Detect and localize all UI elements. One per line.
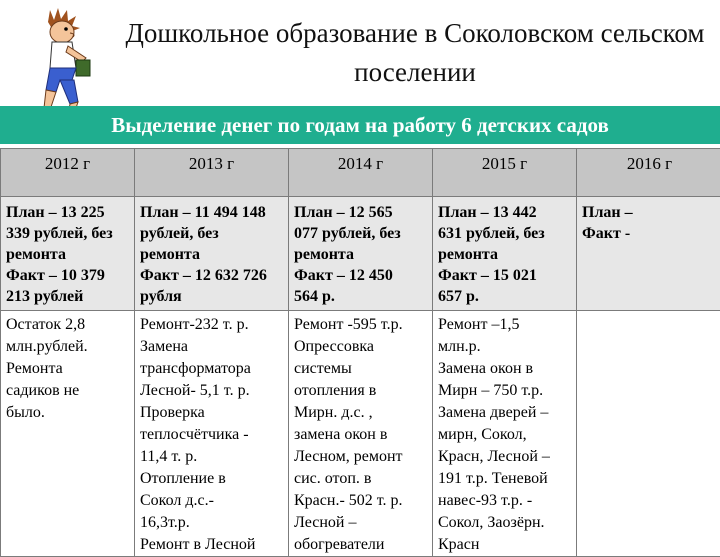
year-header: 2016 г <box>577 149 720 197</box>
year-header: 2013 г <box>135 149 289 197</box>
year-header: 2012 г <box>1 149 135 197</box>
table-title: Выделение денег по годам на работу 6 детских садов <box>0 110 720 140</box>
repair-cell: Ремонт-232 т. р. Замена трансформатора Лесной- 5,1 т. р. Проверка теплосчётчика - 11,4 т. р. Отопление в Сокол д.с.- 16,3т.р. Ремонт в Лесной <box>140 314 283 556</box>
table-row <box>1 197 720 311</box>
year-header: 2015 г <box>433 149 577 197</box>
plan-cell: План – Факт - <box>582 202 717 244</box>
plan-cell: План – 13 442 631 рублей, без ремонта Факт – 15 021 657 р. <box>438 202 571 307</box>
funding-table <box>0 148 720 557</box>
year-header: 2014 г <box>289 149 433 197</box>
table-row <box>1 311 720 557</box>
plan-cell: План – 12 565 077 рублей, без ремонта Факт – 12 450 564 р. <box>294 202 427 307</box>
page-title: Дошкольное образование в Соколовском сельском поселении <box>110 14 720 92</box>
plan-cell: План – 11 494 148 рублей, без ремонта Факт – 12 632 726 рубля <box>140 202 283 307</box>
repair-cell: Ремонт –1,5 млн.р. Замена окон в Мирн – 750 т.р. Замена дверей – мирн, Сокол, Красн, Лесной – 191 т.р. Теневой навес-93 т.р. - Сокол, Заозёрн. Красн <box>438 314 571 556</box>
repair-cell: Ремонт -595 т.р. Опрессовка системы отопления в Мирн. д.с. , замена окон в Лесном, ремонт сис. отоп. в Красн.- 502 т. р. Лесной – обогреватели <box>294 314 427 556</box>
repair-cell: Остаток 2,8 млн.рублей. Ремонта садиков не было. <box>6 314 129 424</box>
plan-cell: План – 13 225 339 рублей, без ремонта Факт – 10 379 213 рублей <box>6 202 129 307</box>
table-header-row <box>1 149 720 197</box>
